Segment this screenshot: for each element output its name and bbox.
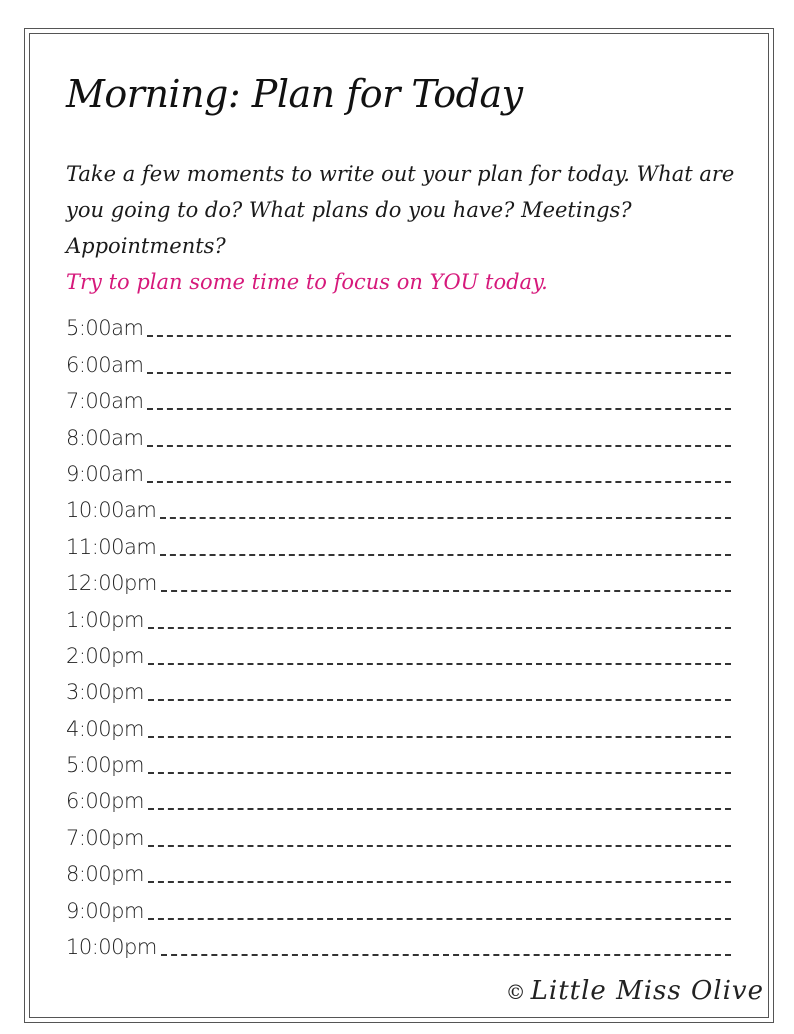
writing-line[interactable] (147, 335, 731, 337)
copyright-signature (506, 976, 764, 1006)
schedule-row (66, 669, 731, 705)
intro-accent-text: Try to plan some time to focus on YOU today. (66, 270, 548, 294)
schedule-row (66, 778, 731, 814)
writing-line[interactable] (148, 881, 731, 883)
time-label: 10:00pm (66, 935, 157, 960)
writing-line[interactable] (160, 517, 731, 519)
time-label: 3:00pm (66, 680, 144, 705)
schedule-row (66, 451, 731, 487)
writing-line[interactable] (148, 627, 731, 629)
time-label: 8:00am (66, 425, 144, 450)
writing-line[interactable] (148, 663, 731, 665)
schedule-row (66, 305, 731, 341)
schedule-row (66, 414, 731, 450)
time-label: 9:00pm (66, 898, 144, 923)
schedule-row (66, 742, 731, 778)
time-label: 4:00pm (66, 716, 144, 741)
time-label: 7:00pm (66, 825, 144, 850)
writing-line[interactable] (148, 736, 731, 738)
time-label: 10:00am (66, 498, 157, 523)
schedule-row (66, 487, 731, 523)
time-label: 7:00am (66, 389, 144, 414)
time-label: 9:00am (66, 461, 144, 486)
schedule-row (66, 341, 731, 377)
time-label: 8:00pm (66, 862, 144, 887)
writing-line[interactable] (161, 590, 731, 592)
writing-line[interactable] (160, 554, 731, 556)
intro-paragraph (66, 156, 746, 300)
hourly-schedule (66, 305, 731, 960)
schedule-row (66, 523, 731, 559)
schedule-row (66, 596, 731, 632)
schedule-row (66, 378, 731, 414)
writing-line[interactable] (148, 772, 731, 774)
schedule-row (66, 887, 731, 923)
intro-text: Take a few moments to write out your plan for today. What are you going to do? What plans do you have? Meetings? Appointments? (66, 162, 735, 258)
writing-line[interactable] (161, 954, 731, 956)
schedule-row (66, 705, 731, 741)
time-label: 1:00pm (66, 607, 144, 632)
time-label: 6:00pm (66, 789, 144, 814)
time-label: 6:00am (66, 352, 144, 377)
schedule-row (66, 814, 731, 850)
page-title: Morning: Plan for Today (66, 72, 523, 116)
time-label: 5:00pm (66, 753, 144, 778)
writing-line[interactable] (148, 699, 731, 701)
schedule-row (66, 560, 731, 596)
writing-line[interactable] (147, 408, 731, 410)
time-label: 11:00am (66, 534, 157, 559)
schedule-row (66, 924, 731, 960)
writing-line[interactable] (148, 845, 731, 847)
writing-line[interactable] (147, 372, 731, 374)
writing-line[interactable] (147, 445, 731, 447)
writing-line[interactable] (148, 918, 731, 920)
time-label: 12:00pm (66, 571, 157, 596)
signature-name: Little Miss Olive (530, 976, 764, 1006)
copyright-symbol: © (505, 980, 527, 1004)
schedule-row (66, 633, 731, 669)
time-label: 2:00pm (66, 643, 144, 668)
writing-line[interactable] (148, 808, 731, 810)
writing-line[interactable] (147, 481, 731, 483)
time-label: 5:00am (66, 316, 144, 341)
schedule-row (66, 851, 731, 887)
